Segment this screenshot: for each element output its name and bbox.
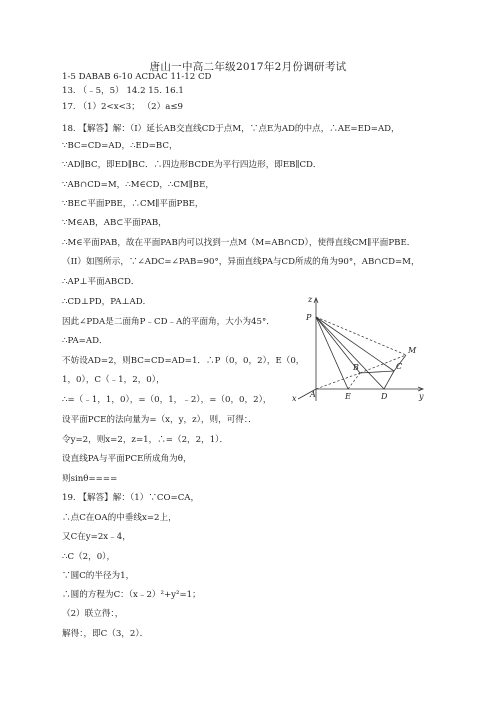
answer-line: ∵圆C的半径为1， xyxy=(62,571,135,581)
label-M: M xyxy=(408,346,417,355)
answer-line: 17. （1）2<x<3； （2）a≤9 xyxy=(62,102,184,112)
answer-line: ∴PA=AD． xyxy=(62,336,108,346)
page-title: 唐山一中高二年级2017年2月份调研考试 xyxy=(149,61,347,73)
answer-line: 设平面PCE的法向量为=（x，y，z），则，可得：． xyxy=(62,415,257,425)
answer-line: 19. 【解答】解：（1）∵CO=CA， xyxy=(62,493,200,503)
edge-DC xyxy=(384,371,394,389)
answer-line: ∵AB∩CD=M，∴M∈CD，∴CM∥BE， xyxy=(62,180,214,190)
label-C: C xyxy=(396,362,403,371)
label-z: z xyxy=(308,295,313,304)
label-A: A xyxy=(310,390,316,399)
answer-line: ∴C（2，0）， xyxy=(62,552,116,562)
edge-AB-dashed xyxy=(316,373,360,389)
label-D: D xyxy=(381,392,388,401)
answer-line: ∵AD∥BC，即ED∥BC．∴四边形BCDE为平行四边形，即EB∥CD． xyxy=(62,160,322,170)
geometry-figure xyxy=(288,293,428,405)
edge-EB-dashed xyxy=(348,373,360,389)
answer-line: 则sinθ==== xyxy=(62,474,118,484)
label-y: y xyxy=(419,392,424,401)
answer-line: ∵BE⊂平面PBE，∴CM∥平面PBE， xyxy=(62,199,204,209)
answer-line: 不妨设AD=2，则BC=CD=AD=1．∴P（0，0，2），E（0， xyxy=(62,356,305,366)
answer-line: ∴=（﹣1，1，0），=（0，1，﹣2），=（0，0，2）， xyxy=(62,395,272,405)
answer-line: 18. 【解答】解：（I）延长AB交直线CD于点M，∵点E为AD的中点，∴AE=ED=AD， xyxy=(62,124,400,134)
answer-line: ∴圆的方程为C：（x﹣2）²+y²=1； xyxy=(62,590,201,600)
answer-line: 解得：，即C（3，2）． xyxy=(62,629,149,639)
answer-line: 1，0），C（﹣1，2，0）， xyxy=(62,375,165,385)
answer-line: 1-5 DABAB 6-10 ACDAC 11-12 CD xyxy=(62,72,212,82)
answer-line: 因此∠PDA是二面角P﹣CD﹣A的平面角，大小为45°． xyxy=(62,317,275,327)
answer-line: 令y=2，则x=2，z=1，∴=（2，2，1）． xyxy=(62,435,229,445)
answer-line: （II）如图所示，∵∠ADC=∠PAB=90°，异面直线PA与CD所成的角为90°，AB∩CD=M， xyxy=(62,257,420,267)
label-P: P xyxy=(306,313,312,322)
label-B: B xyxy=(353,363,359,372)
edge-PM-dashed xyxy=(316,317,406,355)
answer-line: ∴CD⊥PD，PA⊥AD． xyxy=(62,297,152,307)
answer-line: ∵M∈AB，AB⊂平面PAB， xyxy=(62,218,167,228)
label-E: E xyxy=(345,392,351,401)
answer-line: ∴点C在OA的中垂线x=2上， xyxy=(62,513,177,523)
answer-line: ∵BC=CD=AD，∴ED=BC， xyxy=(62,141,178,151)
answer-line: ∴M∈平面PAB，故在平面PAB内可以找到一点M（M=AB∩CD），使得直线CM∥平面PBE． xyxy=(62,238,416,248)
answer-line: 13. （﹣5，5） 14.2 15. 16.1 xyxy=(62,86,184,96)
answer-line: 又C在y=2x﹣4， xyxy=(62,532,131,542)
answer-line: （2）联立得：， xyxy=(62,609,124,619)
answer-line: ∴AP⊥平面ABCD． xyxy=(62,277,140,287)
edge-PD xyxy=(316,317,384,389)
label-x: x xyxy=(292,394,297,403)
answer-line: 设直线PA与平面PCE所成角为θ， xyxy=(62,454,192,464)
